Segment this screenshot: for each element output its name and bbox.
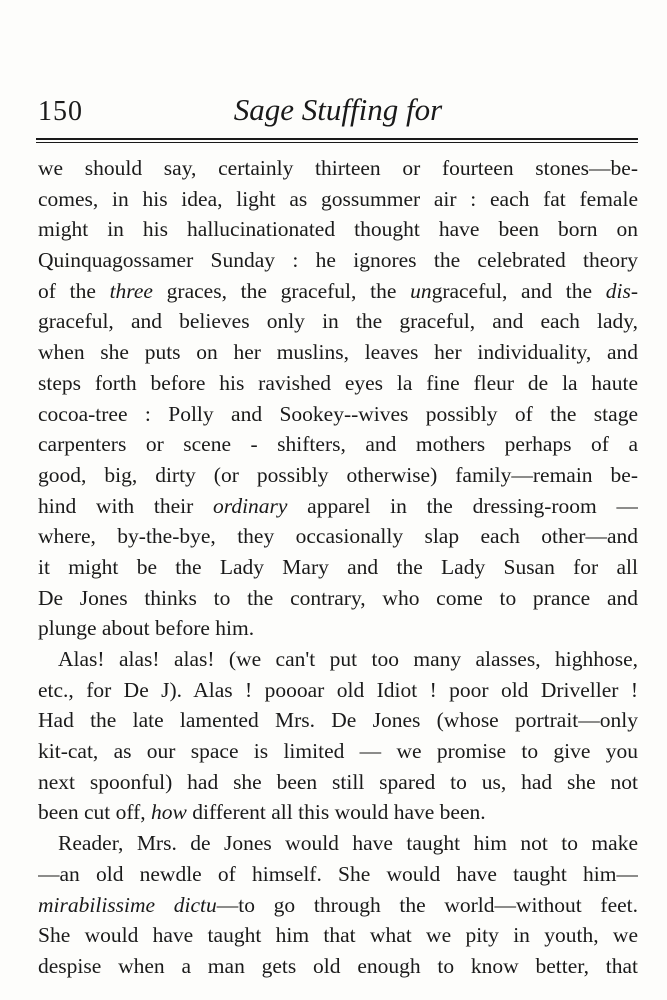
text-segment: when she puts on her muslins, leaves her individuality, and	[38, 340, 638, 365]
text-segment: —to go through the world—without feet.	[216, 892, 638, 917]
text-line	[38, 245, 638, 276]
text-segment: apparel in the dressing-room —	[287, 493, 638, 518]
text-segment: cocoa-tree : Polly and Sookey--wives possibly of the stage	[38, 401, 638, 426]
text-line	[38, 828, 638, 859]
page-header	[38, 92, 638, 132]
italic-text: three	[109, 278, 153, 303]
text-segment: despise when a man gets old enough to know better, that	[38, 953, 638, 978]
page-number: 150	[38, 96, 83, 127]
text-segment: graces, the graceful, the	[152, 278, 411, 303]
text-segment: it might be the Lady Mary and the Lady Susan for all	[38, 554, 638, 579]
text-segment: steps forth before his ravished eyes la fine fleur de la haute	[38, 370, 638, 395]
text-segment: good, big, dirty (or possibly otherwise) family—remain be-	[38, 462, 638, 487]
text-line	[38, 583, 638, 614]
text-line	[38, 276, 638, 307]
text-segment: Alas! alas! alas! (we can't put too many alasses, highhose,	[58, 647, 638, 671]
text-segment: carpenters or scene - shifters, and mothers perhaps of a	[38, 432, 638, 457]
text-segment: —an old newdle of himself. She would have taught him—	[38, 861, 638, 886]
text-line	[38, 920, 638, 951]
italic-text: ordinary	[213, 493, 288, 518]
text-line	[38, 491, 638, 522]
text-segment: we should say, certainly thirteen or fourteen stones—be-	[38, 156, 638, 180]
text-segment: Quinquagossamer Sunday : he ignores the celebrated theory	[38, 248, 638, 273]
text-line	[38, 429, 638, 460]
text-segment: hind with their	[38, 493, 213, 518]
text-segment: She would have taught him that what we pity in youth, we	[38, 923, 638, 948]
text-line	[38, 552, 638, 583]
text-line	[38, 951, 638, 982]
header-rule-thin	[36, 142, 638, 143]
text-segment: plunge about before him.	[38, 616, 255, 641]
text-segment: Had the late lamented Mrs. De Jones (whose portrait—only	[38, 708, 638, 733]
italic-text: dis-	[605, 278, 638, 303]
italic-text: un	[410, 278, 432, 303]
text-line	[38, 705, 638, 736]
text-line	[38, 859, 638, 890]
text-segment: of the	[38, 278, 110, 303]
text-line	[38, 153, 638, 184]
text-line	[38, 460, 638, 491]
text-line	[38, 675, 638, 706]
text-line	[38, 184, 638, 215]
header-rule	[36, 138, 638, 140]
text-line	[38, 214, 638, 245]
italic-text: how	[151, 800, 187, 825]
text-line	[38, 337, 638, 368]
text-segment: comes, in his idea, light as gossummer air : each fat female	[38, 186, 638, 211]
text-line	[38, 644, 638, 675]
text-segment: been cut off,	[38, 800, 152, 825]
text-line	[38, 736, 638, 767]
text-line	[38, 797, 638, 828]
text-line	[38, 890, 638, 921]
text-segment: graceful, and believes only in the graceful, and each lady,	[38, 309, 638, 334]
text-line	[38, 767, 638, 798]
text-line	[38, 521, 638, 552]
text-segment: kit-cat, as our space is limited — we promise to give you	[38, 739, 638, 764]
text-segment: might in his hallucinationated thought have been born on	[38, 217, 638, 242]
text-segment: different all this would have been.	[186, 800, 486, 825]
text-line	[38, 368, 638, 399]
text-segment: next spoonful) had she been still spared to us, had she not	[38, 769, 638, 794]
italic-text: mirabilissime dictu	[38, 892, 217, 917]
text-segment: etc., for De J). Alas ! poooar old Idiot ! poor old Driveller !	[38, 677, 638, 702]
text-segment: where, by-the-bye, they occasionally slap each other—and	[38, 524, 638, 549]
body-text	[38, 153, 638, 982]
text-line	[38, 613, 638, 644]
text-segment: Reader, Mrs. de Jones would have taught him not to make	[58, 831, 638, 856]
text-line	[38, 399, 638, 430]
text-line	[38, 306, 638, 337]
text-segment: graceful, and the	[431, 278, 606, 303]
text-segment: De Jones thinks to the contrary, who come to prance and	[38, 585, 638, 610]
running-head: Sage Stuffing for	[233, 92, 443, 127]
